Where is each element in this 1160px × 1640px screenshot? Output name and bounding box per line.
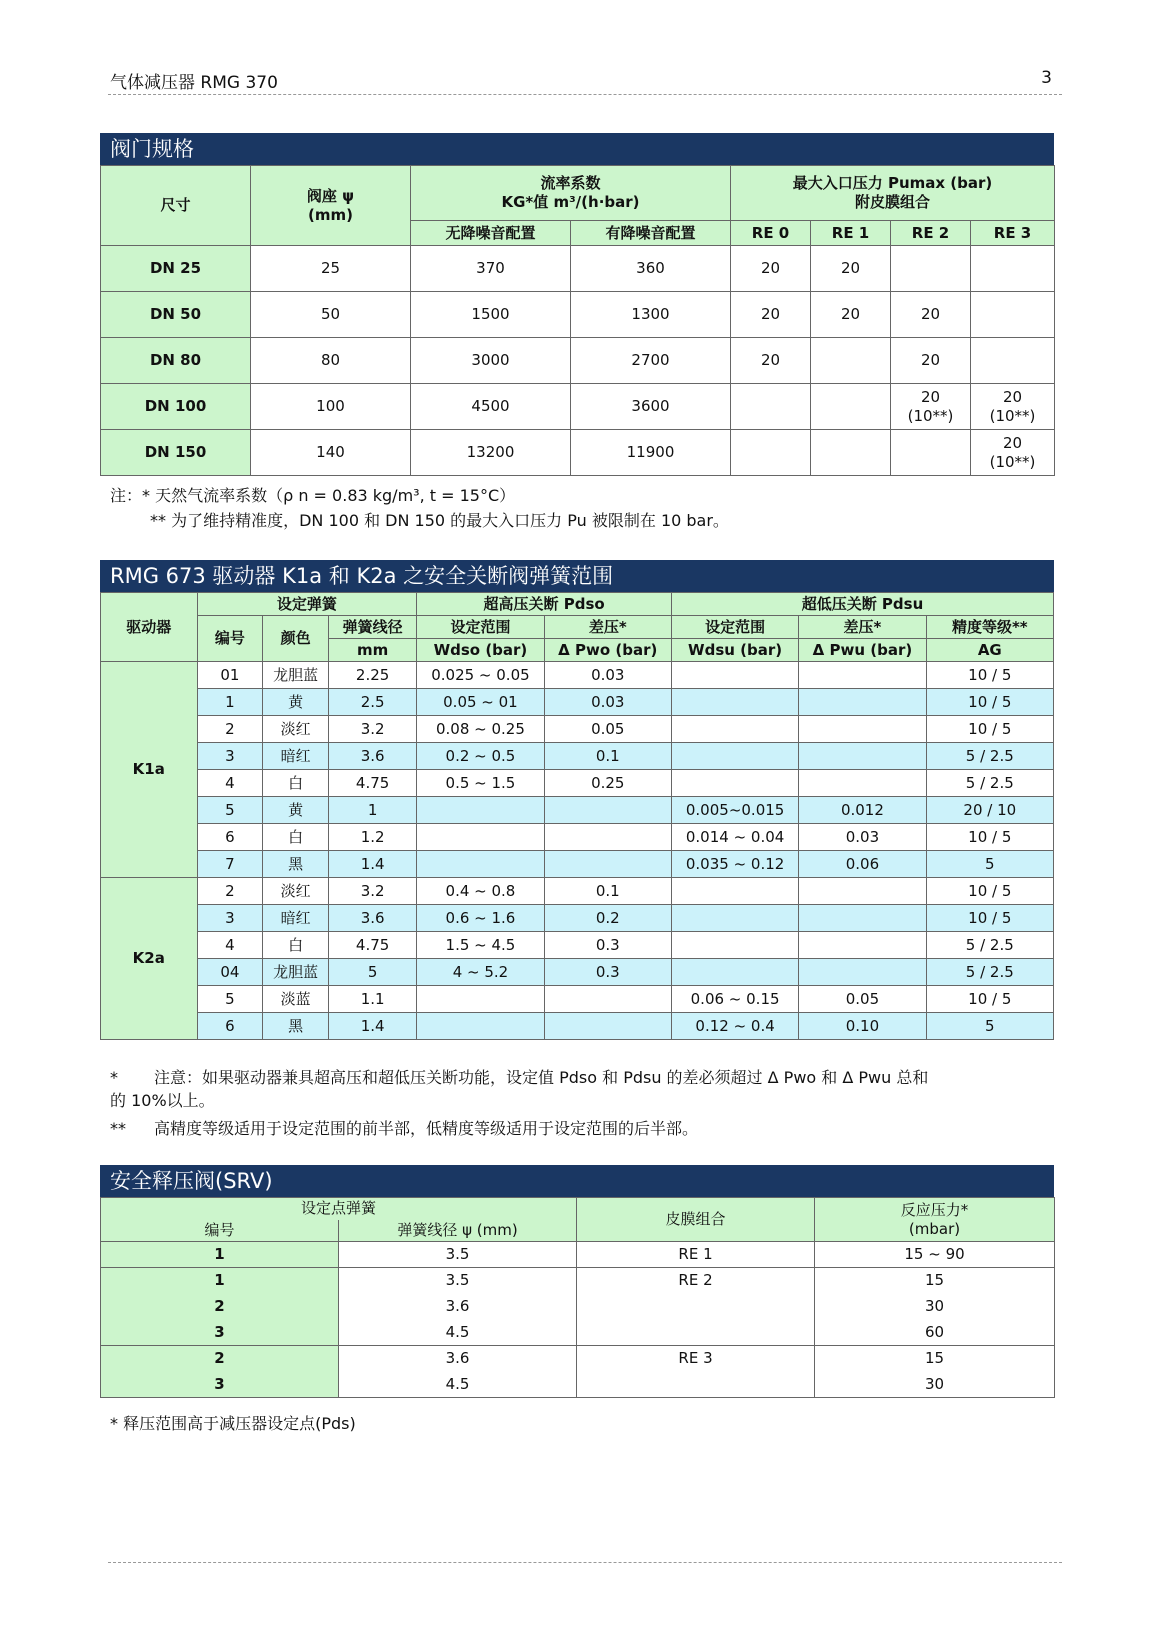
header-re2: RE 2: [891, 221, 971, 246]
table-row: [101, 824, 1054, 851]
wdso-cell: 0.4 ~ 0.8: [417, 878, 544, 905]
wdsu-cell: [671, 743, 798, 770]
header-wdso: 设定范围: [417, 616, 544, 639]
wdso-cell: 0.5 ~ 1.5: [417, 770, 544, 797]
spring-color-cell: 黄: [263, 797, 329, 824]
re2-cell: [891, 246, 971, 292]
spring-no-cell: 5: [197, 797, 263, 824]
dpwo-cell: [544, 986, 671, 1013]
header-re0: RE 0: [731, 221, 811, 246]
header-setpoint-spring: 设定点弹簧: [101, 1198, 577, 1220]
spring-no-cell: 04: [197, 959, 263, 986]
table-row: [101, 1320, 1055, 1346]
table-row: [101, 1294, 1055, 1320]
accuracy-cell: 10 / 5: [926, 662, 1053, 689]
srv-no-cell: 2: [101, 1294, 339, 1320]
table-row: [101, 743, 1054, 770]
header-set-spring: 设定弹簧: [197, 593, 417, 616]
wdso-cell: 0.2 ~ 0.5: [417, 743, 544, 770]
table-row: [101, 716, 1054, 743]
seat-cell: 50: [251, 292, 411, 338]
wire-cell: 1.4: [328, 851, 416, 878]
header-accuracy-unit: AG: [926, 639, 1053, 662]
srv-diaphragm-cell: RE 1: [577, 1242, 815, 1268]
wdso-cell: 0.025 ~ 0.05: [417, 662, 544, 689]
table-row: [101, 905, 1054, 932]
re3-cell: [971, 338, 1055, 384]
spring-no-cell: 3: [197, 905, 263, 932]
header-dpwo-unit: Δ Pwo (bar): [544, 639, 671, 662]
flow-quiet-cell: 1300: [571, 292, 731, 338]
dpwu-cell: [799, 770, 926, 797]
header-dpwo: 差压*: [544, 616, 671, 639]
srv-pressure-cell: 30: [815, 1294, 1055, 1320]
spring-color-cell: 龙胆蓝: [263, 959, 329, 986]
re3-cell: 20 (10**): [971, 430, 1055, 476]
header-wire-unit: mm: [328, 639, 416, 662]
flow-noisy-cell: 1500: [411, 292, 571, 338]
size-cell: DN 100: [101, 384, 251, 430]
dpwo-cell: [544, 851, 671, 878]
spring-no-cell: 2: [197, 716, 263, 743]
table-row: [101, 1268, 1055, 1294]
wdsu-cell: 0.12 ~ 0.4: [671, 1013, 798, 1040]
srv-table: [100, 1197, 1055, 1398]
page-header: [108, 66, 1062, 95]
wdso-cell: 0.08 ~ 0.25: [417, 716, 544, 743]
table-row: [101, 932, 1054, 959]
table-row: [101, 1242, 1055, 1268]
wire-cell: 4.75: [328, 770, 416, 797]
valve-note-1: 注：* 天然气流率系数（ρ n = 0.83 kg/m³, t = 15°C）: [110, 486, 516, 505]
wdso-cell: [417, 824, 544, 851]
spring-no-cell: 1: [197, 689, 263, 716]
spring-note-1: * 注意：如果驱动器兼具超高压和超低压关断功能，设定值 Pdso 和 Pdsu 的差必须超过 Δ Pwo 和 Δ Pwu 总和: [110, 1068, 929, 1087]
spring-no-cell: 3: [197, 743, 263, 770]
spring-color-cell: 淡蓝: [263, 986, 329, 1013]
dpwo-cell: 0.2: [544, 905, 671, 932]
wire-cell: 1: [328, 797, 416, 824]
wdso-cell: [417, 797, 544, 824]
table-row: [101, 246, 1055, 292]
wdsu-cell: [671, 932, 798, 959]
re3-cell: [971, 246, 1055, 292]
flow-quiet-cell: 360: [571, 246, 731, 292]
size-cell: DN 50: [101, 292, 251, 338]
srv-no-cell: 3: [101, 1372, 339, 1398]
spring-color-cell: 暗红: [263, 905, 329, 932]
re1-cell: [811, 384, 891, 430]
srv-no-cell: 1: [101, 1242, 339, 1268]
wdso-cell: [417, 851, 544, 878]
flow-quiet-cell: 3600: [571, 384, 731, 430]
spring-color-cell: 暗红: [263, 743, 329, 770]
spring-note-1b: 的 10%以上。: [110, 1091, 215, 1110]
seat-cell: 140: [251, 430, 411, 476]
dpwu-cell: 0.012: [799, 797, 926, 824]
re3-cell: 20 (10**): [971, 384, 1055, 430]
dpwu-cell: [799, 716, 926, 743]
wire-cell: 1.4: [328, 1013, 416, 1040]
spring-no-cell: 2: [197, 878, 263, 905]
wdsu-cell: 0.035 ~ 0.12: [671, 851, 798, 878]
page-number: 3: [1041, 68, 1052, 88]
dpwo-cell: 0.1: [544, 878, 671, 905]
size-cell: DN 25: [101, 246, 251, 292]
srv-no-cell: 2: [101, 1346, 339, 1372]
spring-color-cell: 白: [263, 770, 329, 797]
wire-cell: 1.1: [328, 986, 416, 1013]
header-srv-wire: 弹簧线径 ψ (mm): [339, 1220, 577, 1242]
srv-wire-cell: 4.5: [339, 1372, 577, 1398]
accuracy-cell: 10 / 5: [926, 716, 1053, 743]
actuator-k1a-cell: K1a: [101, 662, 198, 878]
header-re3: RE 3: [971, 221, 1055, 246]
wdso-cell: [417, 986, 544, 1013]
re0-cell: 20: [731, 292, 811, 338]
dpwu-cell: 0.10: [799, 1013, 926, 1040]
spring-color-cell: 白: [263, 932, 329, 959]
header-spring-color: 颜色: [263, 616, 329, 662]
table-row: [101, 878, 1054, 905]
srv-diaphragm-cell: [577, 1294, 815, 1320]
flow-noisy-cell: 3000: [411, 338, 571, 384]
header-size: 尺寸: [101, 166, 251, 246]
table-row: [101, 770, 1054, 797]
header-quiet: 有降噪音配置: [571, 221, 731, 246]
wire-cell: 3.2: [328, 878, 416, 905]
accuracy-cell: 5 / 2.5: [926, 770, 1053, 797]
dpwu-cell: [799, 959, 926, 986]
srv-title: 安全释压阀(SRV): [100, 1165, 1054, 1197]
srv-wire-cell: 3.5: [339, 1242, 577, 1268]
header-response-pressure: 反应压力* (mbar): [815, 1198, 1055, 1242]
dpwu-cell: [799, 905, 926, 932]
srv-wire-cell: 3.5: [339, 1268, 577, 1294]
accuracy-cell: 10 / 5: [926, 905, 1053, 932]
re1-cell: [811, 430, 891, 476]
flow-noisy-cell: 370: [411, 246, 571, 292]
wdsu-cell: [671, 770, 798, 797]
srv-pressure-cell: 30: [815, 1372, 1055, 1398]
wdsu-cell: [671, 662, 798, 689]
wire-cell: 4.75: [328, 932, 416, 959]
flow-quiet-cell: 11900: [571, 430, 731, 476]
re0-cell: 20: [731, 246, 811, 292]
accuracy-cell: 5: [926, 1013, 1053, 1040]
wdsu-cell: 0.014 ~ 0.04: [671, 824, 798, 851]
dpwo-cell: [544, 797, 671, 824]
re2-cell: 20: [891, 338, 971, 384]
re0-cell: 20: [731, 338, 811, 384]
accuracy-cell: 10 / 5: [926, 986, 1053, 1013]
wdso-cell: 4 ~ 5.2: [417, 959, 544, 986]
spring-range-title: RMG 673 驱动器 K1a 和 K2a 之安全关断阀弹簧范围: [100, 560, 1054, 592]
re2-cell: 20: [891, 292, 971, 338]
wdso-cell: [417, 1013, 544, 1040]
table-row: [101, 384, 1055, 430]
table-row: [101, 662, 1054, 689]
re1-cell: [811, 338, 891, 384]
flow-quiet-cell: 2700: [571, 338, 731, 384]
table-row: [101, 1346, 1055, 1372]
table-row: [101, 292, 1055, 338]
srv-diaphragm-cell: [577, 1372, 815, 1398]
re2-cell: 20 (10**): [891, 384, 971, 430]
header-under-pressure: 超低压关断 Pdsu: [671, 593, 1053, 616]
header-flow-coefficient: 流率系数 KG*值 m³/(h·bar): [411, 166, 731, 221]
seat-cell: 25: [251, 246, 411, 292]
srv-wire-cell: 4.5: [339, 1320, 577, 1346]
accuracy-cell: 10 / 5: [926, 878, 1053, 905]
wdsu-cell: [671, 878, 798, 905]
accuracy-cell: 5: [926, 851, 1053, 878]
srv-diaphragm-cell: RE 3: [577, 1346, 815, 1372]
header-dpwu-unit: Δ Pwu (bar): [799, 639, 926, 662]
header-re1: RE 1: [811, 221, 891, 246]
srv-wire-cell: 3.6: [339, 1294, 577, 1320]
header-seat: 阀座 ψ (mm): [251, 166, 411, 246]
spring-no-cell: 6: [197, 824, 263, 851]
header-srv-no: 编号: [101, 1220, 339, 1242]
spring-no-cell: 01: [197, 662, 263, 689]
seat-cell: 100: [251, 384, 411, 430]
accuracy-cell: 10 / 5: [926, 689, 1053, 716]
flow-noisy-cell: 13200: [411, 430, 571, 476]
header-diaphragm: 皮膜组合: [577, 1198, 815, 1242]
wire-cell: 3.6: [328, 905, 416, 932]
table-row: [101, 338, 1055, 384]
flow-noisy-cell: 4500: [411, 384, 571, 430]
dpwo-cell: [544, 824, 671, 851]
dpwo-cell: 0.3: [544, 959, 671, 986]
spring-color-cell: 白: [263, 824, 329, 851]
re0-cell: [731, 430, 811, 476]
header-wdso-unit: Wdso (bar): [417, 639, 544, 662]
accuracy-cell: 5 / 2.5: [926, 959, 1053, 986]
table-row: [101, 797, 1054, 824]
dpwo-cell: 0.05: [544, 716, 671, 743]
header-noisy: 无降噪音配置: [411, 221, 571, 246]
table-row: [101, 851, 1054, 878]
dpwu-cell: [799, 689, 926, 716]
spring-color-cell: 淡红: [263, 878, 329, 905]
re3-cell: [971, 292, 1055, 338]
wdsu-cell: 0.06 ~ 0.15: [671, 986, 798, 1013]
size-cell: DN 80: [101, 338, 251, 384]
srv-no-cell: 3: [101, 1320, 339, 1346]
re1-cell: 20: [811, 246, 891, 292]
dpwu-cell: 0.06: [799, 851, 926, 878]
srv-diaphragm-cell: [577, 1320, 815, 1346]
spring-no-cell: 5: [197, 986, 263, 1013]
dpwo-cell: 0.3: [544, 932, 671, 959]
dpwo-cell: [544, 1013, 671, 1040]
spring-color-cell: 龙胆蓝: [263, 662, 329, 689]
valve-note-2: ** 为了维持精准度，DN 100 和 DN 150 的最大入口压力 Pu 被限制在 10 bar。: [150, 511, 729, 530]
spring-no-cell: 7: [197, 851, 263, 878]
header-accuracy: 精度等级**: [926, 616, 1053, 639]
header-spring-no: 编号: [197, 616, 263, 662]
accuracy-cell: 5 / 2.5: [926, 932, 1053, 959]
srv-pressure-cell: 15: [815, 1268, 1055, 1294]
re0-cell: [731, 384, 811, 430]
dpwo-cell: 0.1: [544, 743, 671, 770]
accuracy-cell: 10 / 5: [926, 824, 1053, 851]
table-row: [101, 986, 1054, 1013]
srv-diaphragm-cell: RE 2: [577, 1268, 815, 1294]
spring-no-cell: 4: [197, 932, 263, 959]
table-row: [101, 1372, 1055, 1398]
dpwu-cell: 0.05: [799, 986, 926, 1013]
dpwu-cell: 0.03: [799, 824, 926, 851]
document-title: 气体减压器 RMG 370: [110, 73, 278, 93]
dpwo-cell: 0.03: [544, 662, 671, 689]
wdso-cell: 1.5 ~ 4.5: [417, 932, 544, 959]
wdsu-cell: [671, 716, 798, 743]
header-over-pressure: 超高压关断 Pdso: [417, 593, 672, 616]
spring-color-cell: 黑: [263, 851, 329, 878]
spring-no-cell: 4: [197, 770, 263, 797]
wdsu-cell: [671, 959, 798, 986]
spring-color-cell: 黑: [263, 1013, 329, 1040]
wdso-cell: 0.6 ~ 1.6: [417, 905, 544, 932]
wdso-cell: 0.05 ~ 01: [417, 689, 544, 716]
header-wdsu-unit: Wdsu (bar): [671, 639, 798, 662]
header-wire: 弹簧线径: [328, 616, 416, 639]
spring-color-cell: 淡红: [263, 716, 329, 743]
srv-pressure-cell: 15: [815, 1346, 1055, 1372]
spring-color-cell: 黄: [263, 689, 329, 716]
seat-cell: 80: [251, 338, 411, 384]
wire-cell: 2.5: [328, 689, 416, 716]
accuracy-cell: 5 / 2.5: [926, 743, 1053, 770]
spring-no-cell: 6: [197, 1013, 263, 1040]
header-dpwu: 差压*: [799, 616, 926, 639]
valve-spec-title: 阀门规格: [100, 133, 1054, 165]
table-row: [101, 689, 1054, 716]
re2-cell: [891, 430, 971, 476]
spring-range-table: [100, 592, 1054, 1040]
dpwu-cell: [799, 743, 926, 770]
dpwu-cell: [799, 932, 926, 959]
dpwo-cell: 0.25: [544, 770, 671, 797]
wdsu-cell: [671, 689, 798, 716]
wire-cell: 3.2: [328, 716, 416, 743]
size-cell: DN 150: [101, 430, 251, 476]
wire-cell: 1.2: [328, 824, 416, 851]
srv-no-cell: 1: [101, 1268, 339, 1294]
spring-note-2: ** 高精度等级适用于设定范围的前半部，低精度等级适用于设定范围的后半部。: [110, 1119, 699, 1138]
actuator-k2a-cell: K2a: [101, 878, 198, 1040]
header-wdsu: 设定范围: [671, 616, 798, 639]
srv-pressure-cell: 60: [815, 1320, 1055, 1346]
srv-wire-cell: 3.6: [339, 1346, 577, 1372]
header-max-inlet-pressure: 最大入口压力 Pumax (bar) 附皮膜组合: [731, 166, 1055, 221]
header-actuator: 驱动器: [101, 593, 198, 662]
wdsu-cell: [671, 905, 798, 932]
srv-pressure-cell: 15 ~ 90: [815, 1242, 1055, 1268]
dpwo-cell: 0.03: [544, 689, 671, 716]
re1-cell: 20: [811, 292, 891, 338]
srv-note: * 释压范围高于减压器设定点(Pds): [110, 1414, 356, 1433]
table-row: [101, 430, 1055, 476]
wdsu-cell: 0.005~0.015: [671, 797, 798, 824]
dpwu-cell: [799, 662, 926, 689]
wire-cell: 5: [328, 959, 416, 986]
page-footer-rule: [108, 1562, 1062, 1563]
wire-cell: 3.6: [328, 743, 416, 770]
dpwu-cell: [799, 878, 926, 905]
wire-cell: 2.25: [328, 662, 416, 689]
table-row: [101, 1013, 1054, 1040]
table-row: [101, 959, 1054, 986]
valve-spec-table: [100, 165, 1055, 476]
accuracy-cell: 20 / 10: [926, 797, 1053, 824]
